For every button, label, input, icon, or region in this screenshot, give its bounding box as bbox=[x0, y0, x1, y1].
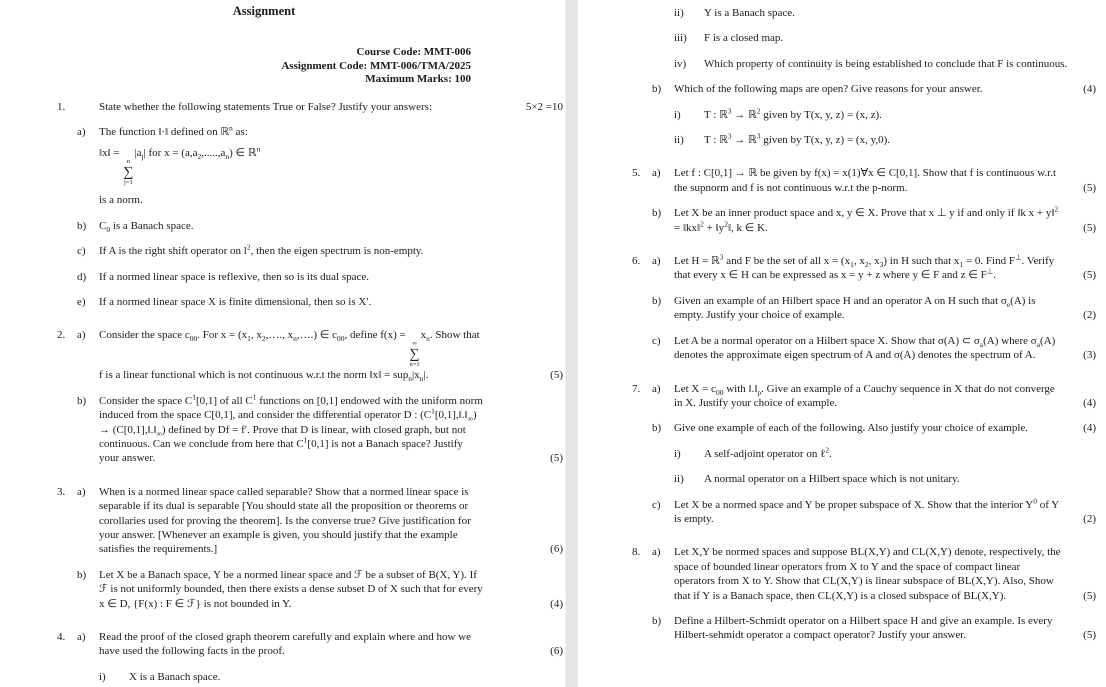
item-text: The function ‖·‖ defined on ℝ$^n$ as: bbox=[99, 123, 248, 138]
sub-item-row bbox=[632, 334, 1096, 363]
marks-value: 5×2 =10 bbox=[525, 100, 563, 113]
item-text: Given an example of an Hilbert space H and an operator A on H such that $\sigma_e(A)$ is empty. Justify your choice of example. bbox=[674, 294, 1036, 322]
item-text: State whether the following statements True or False? Justify your answers: bbox=[99, 100, 433, 113]
questions-right bbox=[632, 6, 1096, 643]
item-text: Which of the following maps are open? Give reasons for your answer. bbox=[674, 83, 983, 96]
marks-value: (5) bbox=[550, 369, 563, 382]
formula-row bbox=[57, 146, 565, 186]
item-text: Let X,Y be normed spaces and suppose BL(X,Y) and CL(X,Y) denote, respectively, the space of bounded linear operators from X to Y and the space of compact linear operators from X to Y. Show that CL(X,Y) is linear subspace of BL(X,Y). Also, Show that if Y is a Banach space, then CL(X,Y) is a closed subspace of BL(X,Y). bbox=[674, 546, 1061, 602]
marks-value: (6) bbox=[550, 645, 563, 658]
item-text: ii) T : ℝ$^3$ → ℝ$^3$ given by T(x, y, z) = (x, y,0). bbox=[674, 131, 891, 147]
roman-label: iii) bbox=[674, 32, 687, 45]
item-label: a) bbox=[652, 255, 661, 268]
question-number bbox=[57, 244, 77, 258]
sum-symbol: ∞ ∑ n=1 bbox=[409, 340, 420, 368]
item-text: i) X is a Banach space. bbox=[99, 670, 221, 683]
item-text: $C_0$ is a Banach space. bbox=[99, 219, 194, 234]
header-line: Maximum Marks: 100 bbox=[365, 73, 471, 85]
question-number bbox=[632, 31, 652, 45]
sub-item-row bbox=[57, 219, 565, 233]
marks-value: (4) bbox=[1083, 422, 1096, 435]
roman-item-row bbox=[632, 6, 1096, 20]
question-number bbox=[57, 125, 77, 139]
item-text: When is a normed linear space called separable? Show that a normed linear space is separable if its dual is separable [You should state all the proposition or theorems or corollaries used for proving the theorem]. Is the converse true? Give justification for your answer. [Whenever an example is given, you should justify that the example satisfies the requirements.] bbox=[99, 485, 471, 556]
question-number: 3. bbox=[57, 485, 66, 498]
sum-symbol: n ∑ j=1 bbox=[123, 158, 134, 186]
item-text: Let X be a Banach space, Y be a normed linear space and ℱ be a subset of B(X, Y). If ℱ is not uniformly bounded, then there exists a dense subset D of X such that for every x ∈ D, {F(x) : F ∈ ℱ} is not bounded in Y. bbox=[99, 568, 483, 610]
item-text: Let X be an inner product space and x, y ∈ X. Prove that x ⊥ y if and only if ‖k x + y‖$^2$ = ‖kx‖$^2$ + $‖y^2‖$, k ∈ K. bbox=[674, 204, 1059, 234]
question-row bbox=[57, 630, 565, 659]
sub-item-row bbox=[632, 206, 1096, 235]
question-number bbox=[632, 206, 652, 235]
item-label: c) bbox=[652, 498, 661, 511]
page-2 bbox=[578, 0, 1106, 687]
question-number: 5. bbox=[632, 167, 641, 180]
roman-item-row bbox=[57, 670, 565, 684]
question-number: 1. bbox=[57, 100, 66, 113]
item-text: ‖x‖ = n ∑ j=1 $|a_j|$ for $x = (a,a_2,.....,a_n)$ ∈ ℝ$^n$ bbox=[99, 144, 261, 186]
sub-item-row bbox=[632, 614, 1096, 643]
marks-value: (2) bbox=[1083, 309, 1096, 322]
item-label: a) bbox=[77, 631, 86, 644]
roman-item-row bbox=[632, 105, 1096, 122]
marks-value: (5) bbox=[1083, 269, 1096, 282]
item-text: Consider the space $c_{00}$. For $x = (x_1$, $x_2,\dots$., $x_n,\dots$.) ∈ $c_{00}$, define f(x) = ∞ ∑ n=1 $x_n$. Show that f is a linear functional which is not continuous w.r.t the norm ‖x‖ = $sup_n|x_n|$. bbox=[99, 329, 480, 384]
item-text: i) T : ℝ$^3$ → ℝ$^2$ given by T(x, y, z) = (x, z). bbox=[674, 105, 882, 121]
item-label: b) bbox=[652, 614, 662, 627]
sub-item-row bbox=[57, 125, 565, 139]
sub-item-row bbox=[57, 244, 565, 258]
marks-value: (5) bbox=[1083, 221, 1096, 234]
item-label: b) bbox=[652, 83, 662, 96]
question-number bbox=[57, 270, 77, 284]
question-row bbox=[632, 382, 1096, 411]
sub-item-row bbox=[57, 394, 565, 466]
marks-value: (5) bbox=[1083, 629, 1096, 642]
item-text: Consider the space $C^1[0,1]$ of all $C^1$ functions on [0,1] endowed with the uniform norm induced from the space C[0,1], and consider the differential operator D : $(C^1[0,1],‖.‖_\infty)$ → $(C[0,1],‖.‖_\infty)$ defined by Df = f′. Prove that D is linear, with closed graph, but not continuous. Can we conclude from here that $C^1[0,1]$ is not a Banach space? Justify your answer. bbox=[99, 392, 483, 465]
marks-value: (4) bbox=[1083, 83, 1096, 96]
item-label: c) bbox=[652, 334, 661, 347]
assignment-title: Assignment bbox=[232, 4, 296, 18]
roman-label: ii) bbox=[674, 134, 684, 147]
roman-item-row bbox=[632, 133, 1096, 147]
marks-value: (5) bbox=[1083, 589, 1096, 602]
item-text: i) A self-adjoint operator on ℓ$^2$. bbox=[674, 445, 832, 460]
item-label: c) bbox=[77, 245, 86, 258]
header-line: Assignment Code: MMT-006/TMA/2025 bbox=[281, 59, 471, 72]
item-text: ii) Y is a Banach space. bbox=[674, 7, 795, 19]
marks-value: (5) bbox=[1083, 181, 1096, 194]
question-number bbox=[632, 133, 652, 147]
question-row bbox=[632, 254, 1096, 283]
question-number bbox=[632, 334, 652, 363]
item-label: a) bbox=[77, 485, 86, 498]
item-text: Give one example of each of the following. Also justify your choice of example. bbox=[674, 422, 1029, 435]
question-number: 8. bbox=[632, 546, 641, 559]
sub-item-row bbox=[57, 270, 565, 284]
item-label: b) bbox=[652, 207, 662, 220]
item-text: If a normed linear space X is finite dimensional, then so is X′. bbox=[99, 295, 372, 308]
item-label: b) bbox=[652, 294, 662, 307]
item-text: is a norm. bbox=[99, 194, 143, 207]
page-gap-divider bbox=[565, 0, 578, 687]
marks-value: (3) bbox=[1083, 349, 1096, 362]
item-label: b) bbox=[77, 219, 87, 232]
question-number bbox=[632, 421, 652, 435]
question-number bbox=[632, 614, 652, 643]
sub-item-row bbox=[632, 82, 1096, 96]
question-row bbox=[57, 100, 565, 114]
sub-item-row bbox=[57, 568, 565, 611]
item-label: a) bbox=[652, 546, 661, 559]
question-number bbox=[632, 108, 652, 122]
item-text: Let X be a normed space and Y be proper subspace of X. Show that the interior $Y^0$ of Y is empty. bbox=[674, 495, 1059, 525]
marks-value: (2) bbox=[1083, 512, 1096, 525]
item-text: Let H = ℝ$^3$ and F be the set of all $x = (x_1$, $x_2$, $x_3$) in H such that $x_1 = 0$. Find F⊥. Verify that every x ∈ H can be expressed as x = y + z where y ∈ F and z ∈ F⊥. bbox=[674, 252, 1055, 282]
question-number: 4. bbox=[57, 631, 66, 644]
item-label: a) bbox=[77, 329, 86, 342]
question-number bbox=[632, 498, 652, 527]
item-text: iv) Which property of continuity is being established to conclude that F is continuous. bbox=[674, 57, 1068, 70]
sub-item-row bbox=[57, 295, 565, 309]
item-label bbox=[77, 670, 99, 684]
question-row bbox=[57, 485, 565, 557]
question-number bbox=[57, 670, 77, 684]
item-text: If A is the right shift operator on $l^2$, then the eigen spectrum is non-empty. bbox=[99, 242, 424, 258]
item-text: If a normed linear space is reflexive, then so is its dual space. bbox=[99, 270, 370, 283]
item-label bbox=[652, 57, 674, 71]
item-label bbox=[652, 447, 674, 461]
item-text: Let f : C[0,1] → ℝ be given by f(x) = x(1)∀x ∈ C[0,1]. Show that f is continuous w.r.t the supnorm and f is not continuous w.r.t the p-norm. bbox=[674, 167, 1057, 194]
roman-label: i) bbox=[674, 108, 681, 121]
roman-label: ii) bbox=[674, 473, 684, 486]
roman-label: i) bbox=[674, 447, 681, 460]
roman-item-row bbox=[632, 57, 1096, 71]
marks-value: (4) bbox=[550, 597, 563, 610]
item-label bbox=[652, 472, 674, 486]
item-label: e) bbox=[77, 295, 86, 308]
question-number: 2. bbox=[57, 329, 66, 342]
roman-label: ii) bbox=[674, 7, 684, 19]
question-number bbox=[632, 472, 652, 486]
item-text: Read the proof of the closed graph theorem carefully and explain where and how we have used the following facts in the proof. bbox=[99, 631, 472, 658]
item-label: b) bbox=[77, 394, 87, 407]
question-number bbox=[57, 219, 77, 233]
question-row bbox=[632, 166, 1096, 195]
roman-label: i) bbox=[99, 670, 106, 683]
item-label bbox=[77, 146, 99, 186]
roman-item-row bbox=[632, 472, 1096, 486]
header-line: Course Code: MMT-006 bbox=[356, 46, 471, 58]
question-number bbox=[57, 146, 77, 186]
questions-left bbox=[57, 100, 565, 685]
question-number bbox=[632, 82, 652, 96]
item-text: iii) F is a closed map. bbox=[674, 32, 784, 45]
course-header bbox=[57, 46, 471, 87]
question-number bbox=[57, 394, 77, 466]
question-number: 7. bbox=[632, 382, 641, 395]
item-label bbox=[652, 31, 674, 45]
question-number bbox=[57, 193, 77, 207]
question-number bbox=[632, 294, 652, 323]
item-text: Let A be a normal operator on a Hilbert space X. Show that σ(A) ⊂ $\sigma_a(A)$ where $\sigma_a(A)$ denotes the approximate eigen spectrum of A and σ(A) denotes the spectrum of A. bbox=[674, 334, 1056, 362]
question-number bbox=[57, 295, 77, 309]
question-number bbox=[632, 57, 652, 71]
marks-value: (4) bbox=[1083, 396, 1096, 409]
question-number bbox=[632, 447, 652, 461]
question-number: 6. bbox=[632, 255, 641, 268]
sub-item-row bbox=[632, 421, 1096, 435]
item-label bbox=[652, 6, 674, 20]
marks-value: (6) bbox=[550, 543, 563, 556]
item-text: Let $X = c_{00}$ with $‖.‖_p$. Give an example of a Cauchy sequence in X that do not converge in X. Justify your choice of example. bbox=[674, 382, 1055, 409]
item-label: a) bbox=[652, 167, 661, 180]
sub-item-row bbox=[632, 294, 1096, 323]
item-label bbox=[652, 133, 674, 147]
item-label: a) bbox=[77, 125, 86, 138]
item-label: b) bbox=[77, 568, 87, 581]
item-label: b) bbox=[652, 422, 662, 435]
item-text: ii) A normal operator on a Hilbert space which is not unitary. bbox=[674, 473, 960, 486]
item-label bbox=[652, 108, 674, 122]
item-label bbox=[77, 193, 99, 207]
marks-value: (5) bbox=[550, 452, 563, 465]
sub-item-row bbox=[632, 495, 1096, 527]
roman-item-row bbox=[632, 447, 1096, 461]
formula-row bbox=[57, 193, 565, 207]
question-number bbox=[57, 568, 77, 611]
item-label bbox=[77, 100, 99, 114]
roman-label: iv) bbox=[674, 57, 687, 70]
question-row bbox=[57, 328, 565, 382]
item-label: d) bbox=[77, 270, 87, 283]
item-label: a) bbox=[652, 382, 661, 395]
item-text: Define a Hilbert-Schmidt operator on a Hilbert space H and give an example. Is every Hilbert-sehmidt operator a compact operator? Justify your answer. bbox=[674, 614, 1053, 642]
question-row bbox=[632, 545, 1096, 603]
question-number bbox=[632, 6, 652, 20]
roman-item-row bbox=[632, 31, 1096, 45]
